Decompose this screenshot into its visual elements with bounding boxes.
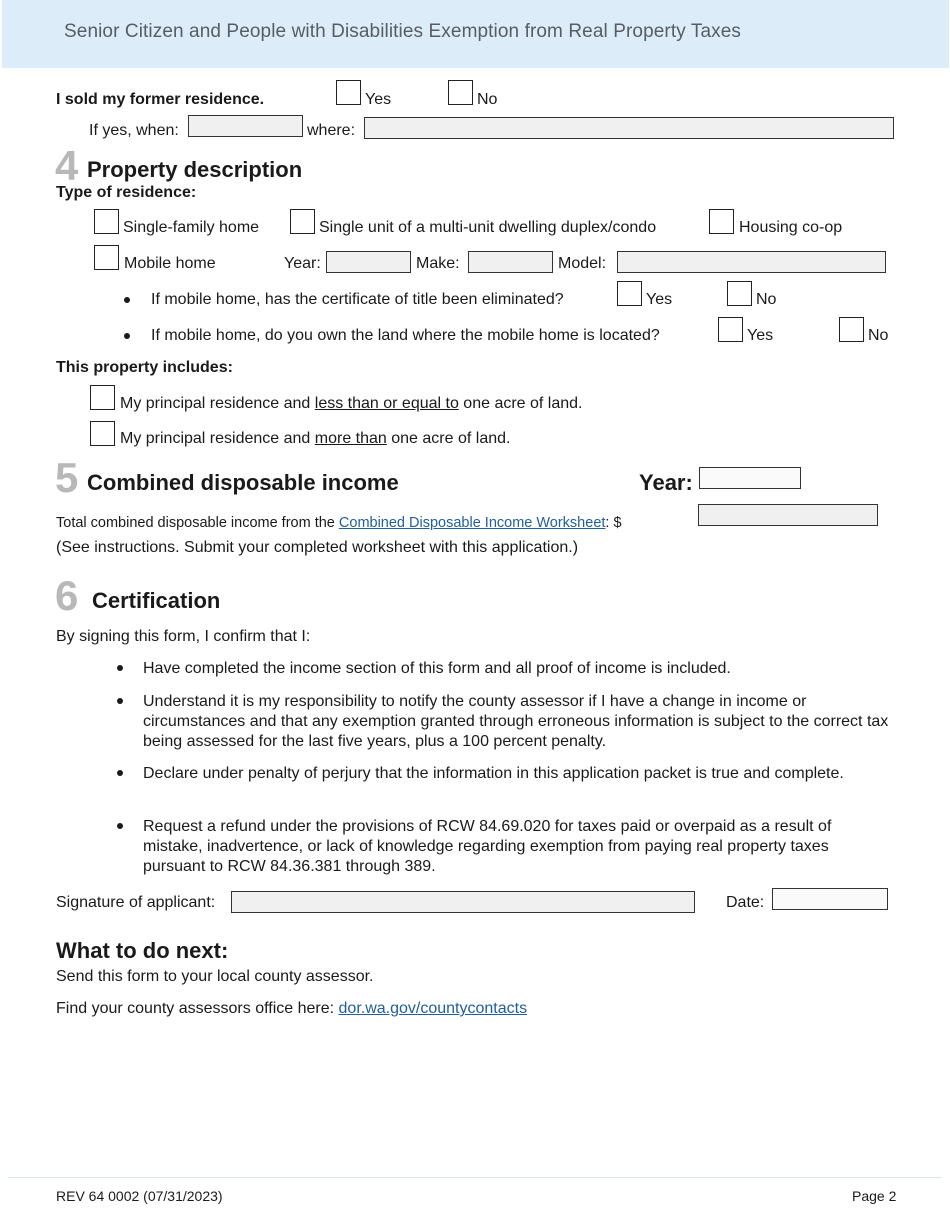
sold-residence-label: I sold my former residence. <box>56 91 265 108</box>
bullet-marker <box>117 770 123 776</box>
bullet-marker <box>124 333 130 339</box>
own-land-no-checkbox[interactable] <box>839 317 864 342</box>
where-label: where: <box>307 122 356 139</box>
page-header <box>2 0 949 68</box>
signature-input[interactable] <box>231 891 695 913</box>
bullet-marker <box>117 698 123 704</box>
sold-no-label: No <box>477 91 498 108</box>
mobile-year-input[interactable] <box>326 251 411 273</box>
cert-item-2: Understand it is my responsibility to notify the county assessor if I have a change in income or circumstances and that any exemption granted through erroneous information is subject to the correct tax being assessed for the last five years, plus a 100 percent penalty. <box>143 693 889 750</box>
form-id: REV 64 0002 (07/31/2023) <box>56 1188 223 1204</box>
bullet-marker <box>124 297 130 303</box>
section-number-5: 5 <box>55 454 79 501</box>
multi-unit-checkbox[interactable] <box>290 209 315 234</box>
sold-where-input[interactable] <box>364 117 894 139</box>
certification-intro: By signing this form, I confirm that I: <box>56 628 311 645</box>
sold-when-input[interactable] <box>188 115 303 137</box>
send-form-text: Send this form to your local county assessor. <box>56 968 374 985</box>
bullet-marker <box>117 665 123 671</box>
cert-item-1: Have completed the income section of this form and all proof of income is included. <box>143 660 731 677</box>
footer-divider <box>8 1177 942 1178</box>
income-year-label: Year: <box>639 470 693 495</box>
mobile-make-input[interactable] <box>468 251 553 273</box>
acre-gt-checkbox[interactable] <box>90 421 115 446</box>
mobile-home-checkbox[interactable] <box>94 245 119 270</box>
section-number-6: 6 <box>55 572 79 619</box>
acre-le-checkbox[interactable] <box>90 385 115 410</box>
own-land-question: If mobile home, do you own the land where the mobile home is located? <box>151 327 660 344</box>
form-title: Senior Citizen and People with Disabilities Exemption from Real Property Taxes <box>64 21 741 42</box>
page-number: Page 2 <box>852 1188 897 1204</box>
income-worksheet-link[interactable]: Combined Disposable Income Worksheet <box>338 515 606 531</box>
acre-le-label: My principal residence and less than or equal to one acre of land. <box>120 395 583 412</box>
own-land-yes-checkbox[interactable] <box>718 317 743 342</box>
cert-item-3: Declare under penalty of perjury that the information in this application packet is true and complete. <box>143 765 844 782</box>
housing-coop-checkbox[interactable] <box>709 209 734 234</box>
single-family-checkbox[interactable] <box>94 209 119 234</box>
title-eliminated-question: If mobile home, has the certificate of title been eliminated? <box>151 291 564 308</box>
property-includes-label: This property includes: <box>56 359 233 376</box>
cert-item-4: Request a refund under the provisions of RCW 84.69.020 for taxes paid or overpaid as a result of mistake, inadvertence, or lack of knowledge regarding exemption from paying real property taxes pursuant to RCW 84.36.381 through 389. <box>143 818 832 875</box>
housing-coop-label: Housing co-op <box>739 219 843 236</box>
multi-unit-label: Single unit of a multi-unit dwelling duplex/condo <box>319 219 657 236</box>
sold-yes-checkbox[interactable] <box>336 80 361 105</box>
section-number-4: 4 <box>55 142 79 189</box>
title-eliminated-yes-label: Yes <box>646 291 673 308</box>
sold-no-checkbox[interactable] <box>448 80 473 105</box>
bullet-marker <box>117 823 123 829</box>
title-eliminated-no-checkbox[interactable] <box>727 281 752 306</box>
if-yes-when-label: If yes, when: <box>89 122 179 139</box>
mobile-model-label: Model: <box>558 255 607 272</box>
county-contacts-link[interactable]: dor.wa.gov/countycontacts <box>338 1000 528 1017</box>
type-of-residence-label: Type of residence: <box>56 184 197 201</box>
mobile-model-input[interactable] <box>617 251 886 273</box>
total-income-input[interactable] <box>698 504 878 526</box>
total-income-label: Total combined disposable income from the Combined Disposable Income Worksheet: $ <box>56 515 622 531</box>
next-steps-heading: What to do next: <box>56 938 229 963</box>
find-assessor-text: Find your county assessors office here: dor.wa.gov/countycontacts <box>56 1000 528 1017</box>
signature-label: Signature of applicant: <box>56 894 216 911</box>
section-4-title: Property description <box>87 157 303 182</box>
own-land-yes-label: Yes <box>747 327 774 344</box>
income-year-input[interactable] <box>699 467 801 489</box>
acre-gt-label: My principal residence and more than one acre of land. <box>120 430 511 447</box>
mobile-make-label: Make: <box>416 255 460 272</box>
title-eliminated-no-label: No <box>756 291 777 308</box>
date-label: Date: <box>726 894 765 911</box>
date-input[interactable] <box>772 888 888 910</box>
sold-yes-label: Yes <box>365 91 392 108</box>
mobile-home-label: Mobile home <box>124 255 216 272</box>
single-family-label: Single-family home <box>123 219 260 236</box>
income-instructions-note: (See instructions. Submit your completed worksheet with this application.) <box>56 539 579 556</box>
own-land-no-label: No <box>868 327 889 344</box>
section-6-title: Certification <box>92 588 221 613</box>
section-5-title: Combined disposable income <box>87 470 399 495</box>
title-eliminated-yes-checkbox[interactable] <box>617 281 642 306</box>
mobile-year-label: Year: <box>284 255 321 272</box>
